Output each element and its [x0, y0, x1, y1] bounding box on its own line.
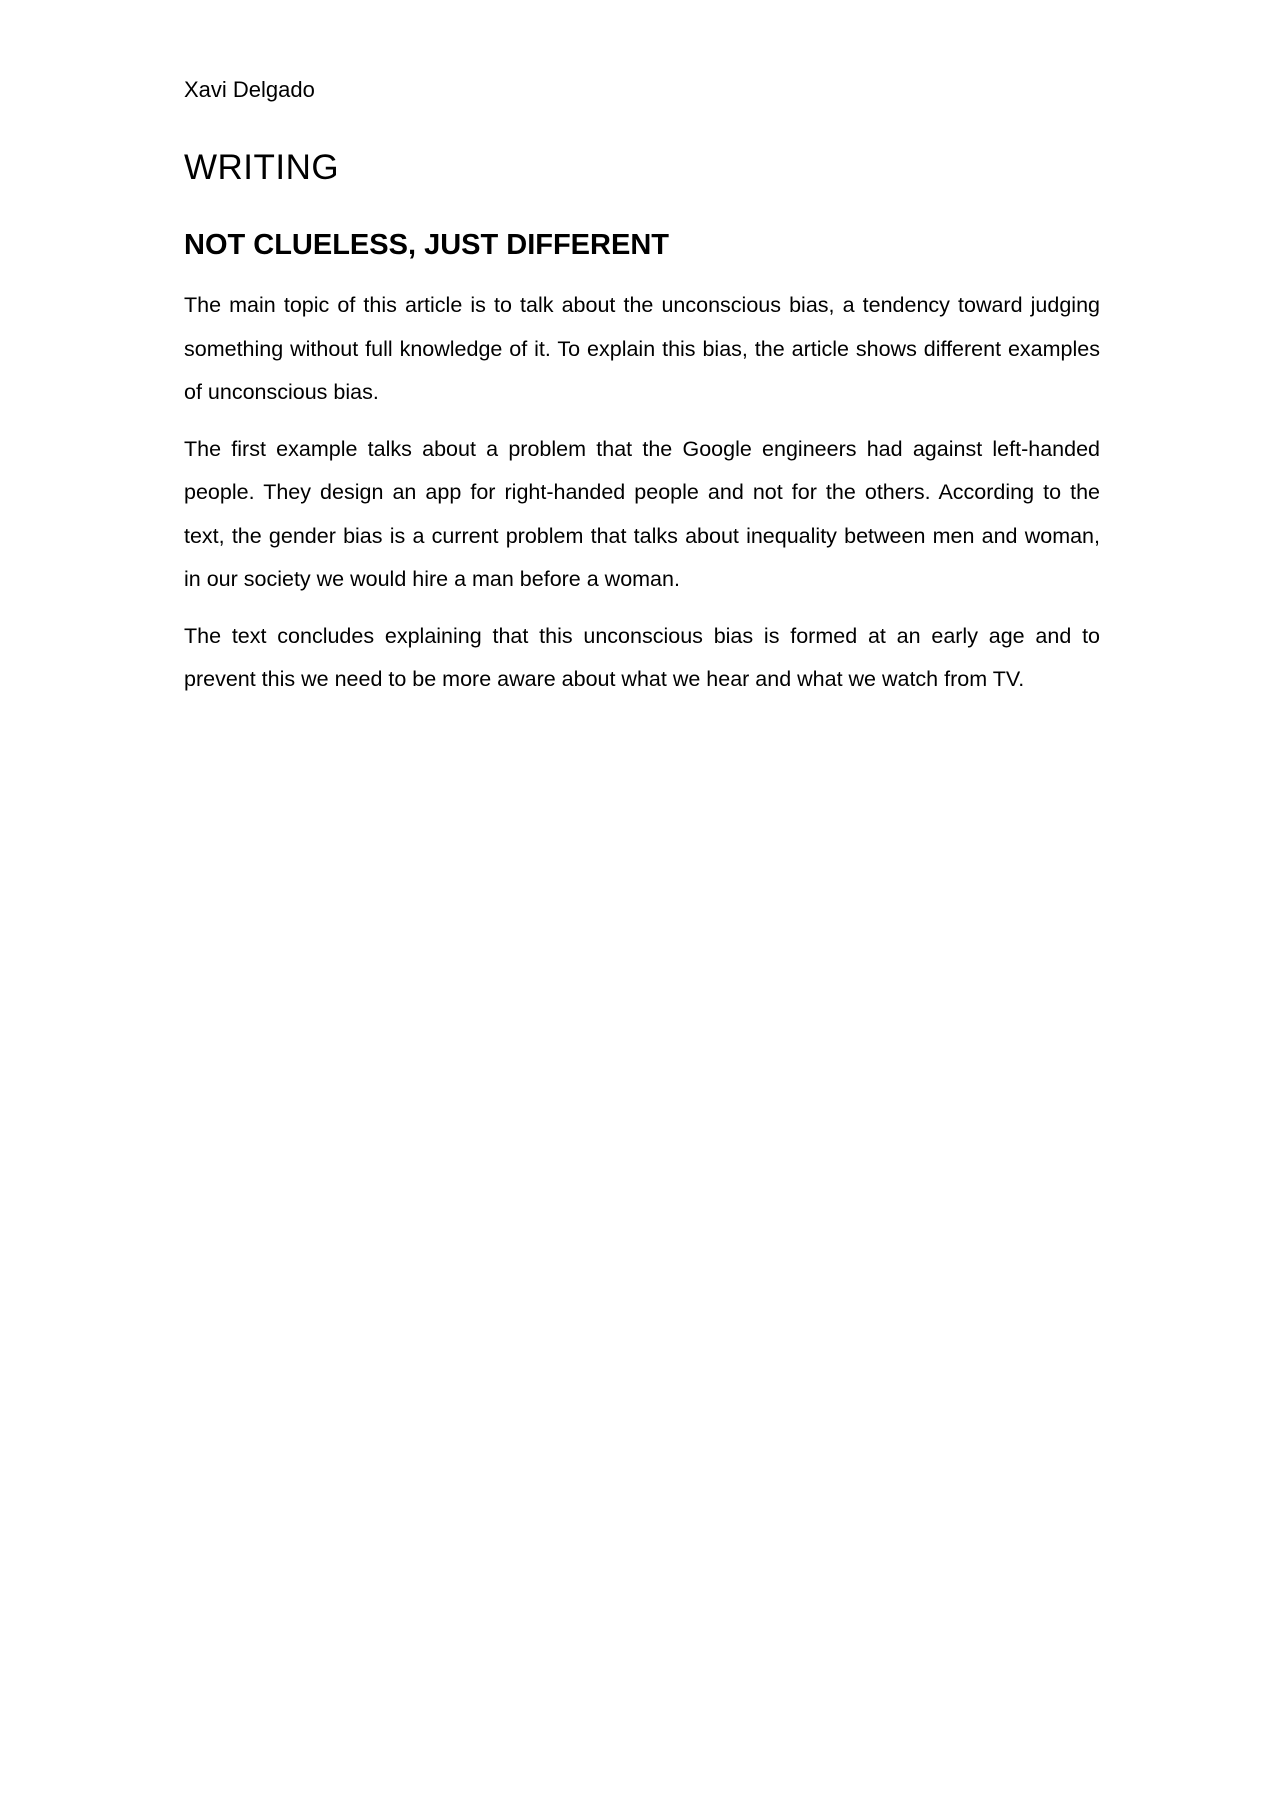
- document-content: [184, 70, 1100, 715]
- article-title: NOT CLUELESS, JUST DIFFERENT: [184, 229, 669, 261]
- paragraph-2: The first example talks about a problem that the Google engineers had against left-handed people. They design an app for right-handed people and not for the others. According to the text, the gender bias is a current problem that talks about inequality between men and woman, in our society we would hire a man before a woman.: [184, 436, 1100, 591]
- paragraph-1: The main topic of this article is to talk about the unconscious bias, a tendency toward judging something without full knowledge of it. To explain this bias, the article shows different examples of unconscious bias.: [184, 293, 1100, 404]
- author-name: Xavi Delgado: [184, 77, 315, 102]
- section-title: WRITING: [184, 148, 340, 187]
- paragraph-3: The text concludes explaining that this unconscious bias is formed at an early age and to prevent this we need to be more aware about what we hear and what we watch from TV.: [184, 623, 1100, 691]
